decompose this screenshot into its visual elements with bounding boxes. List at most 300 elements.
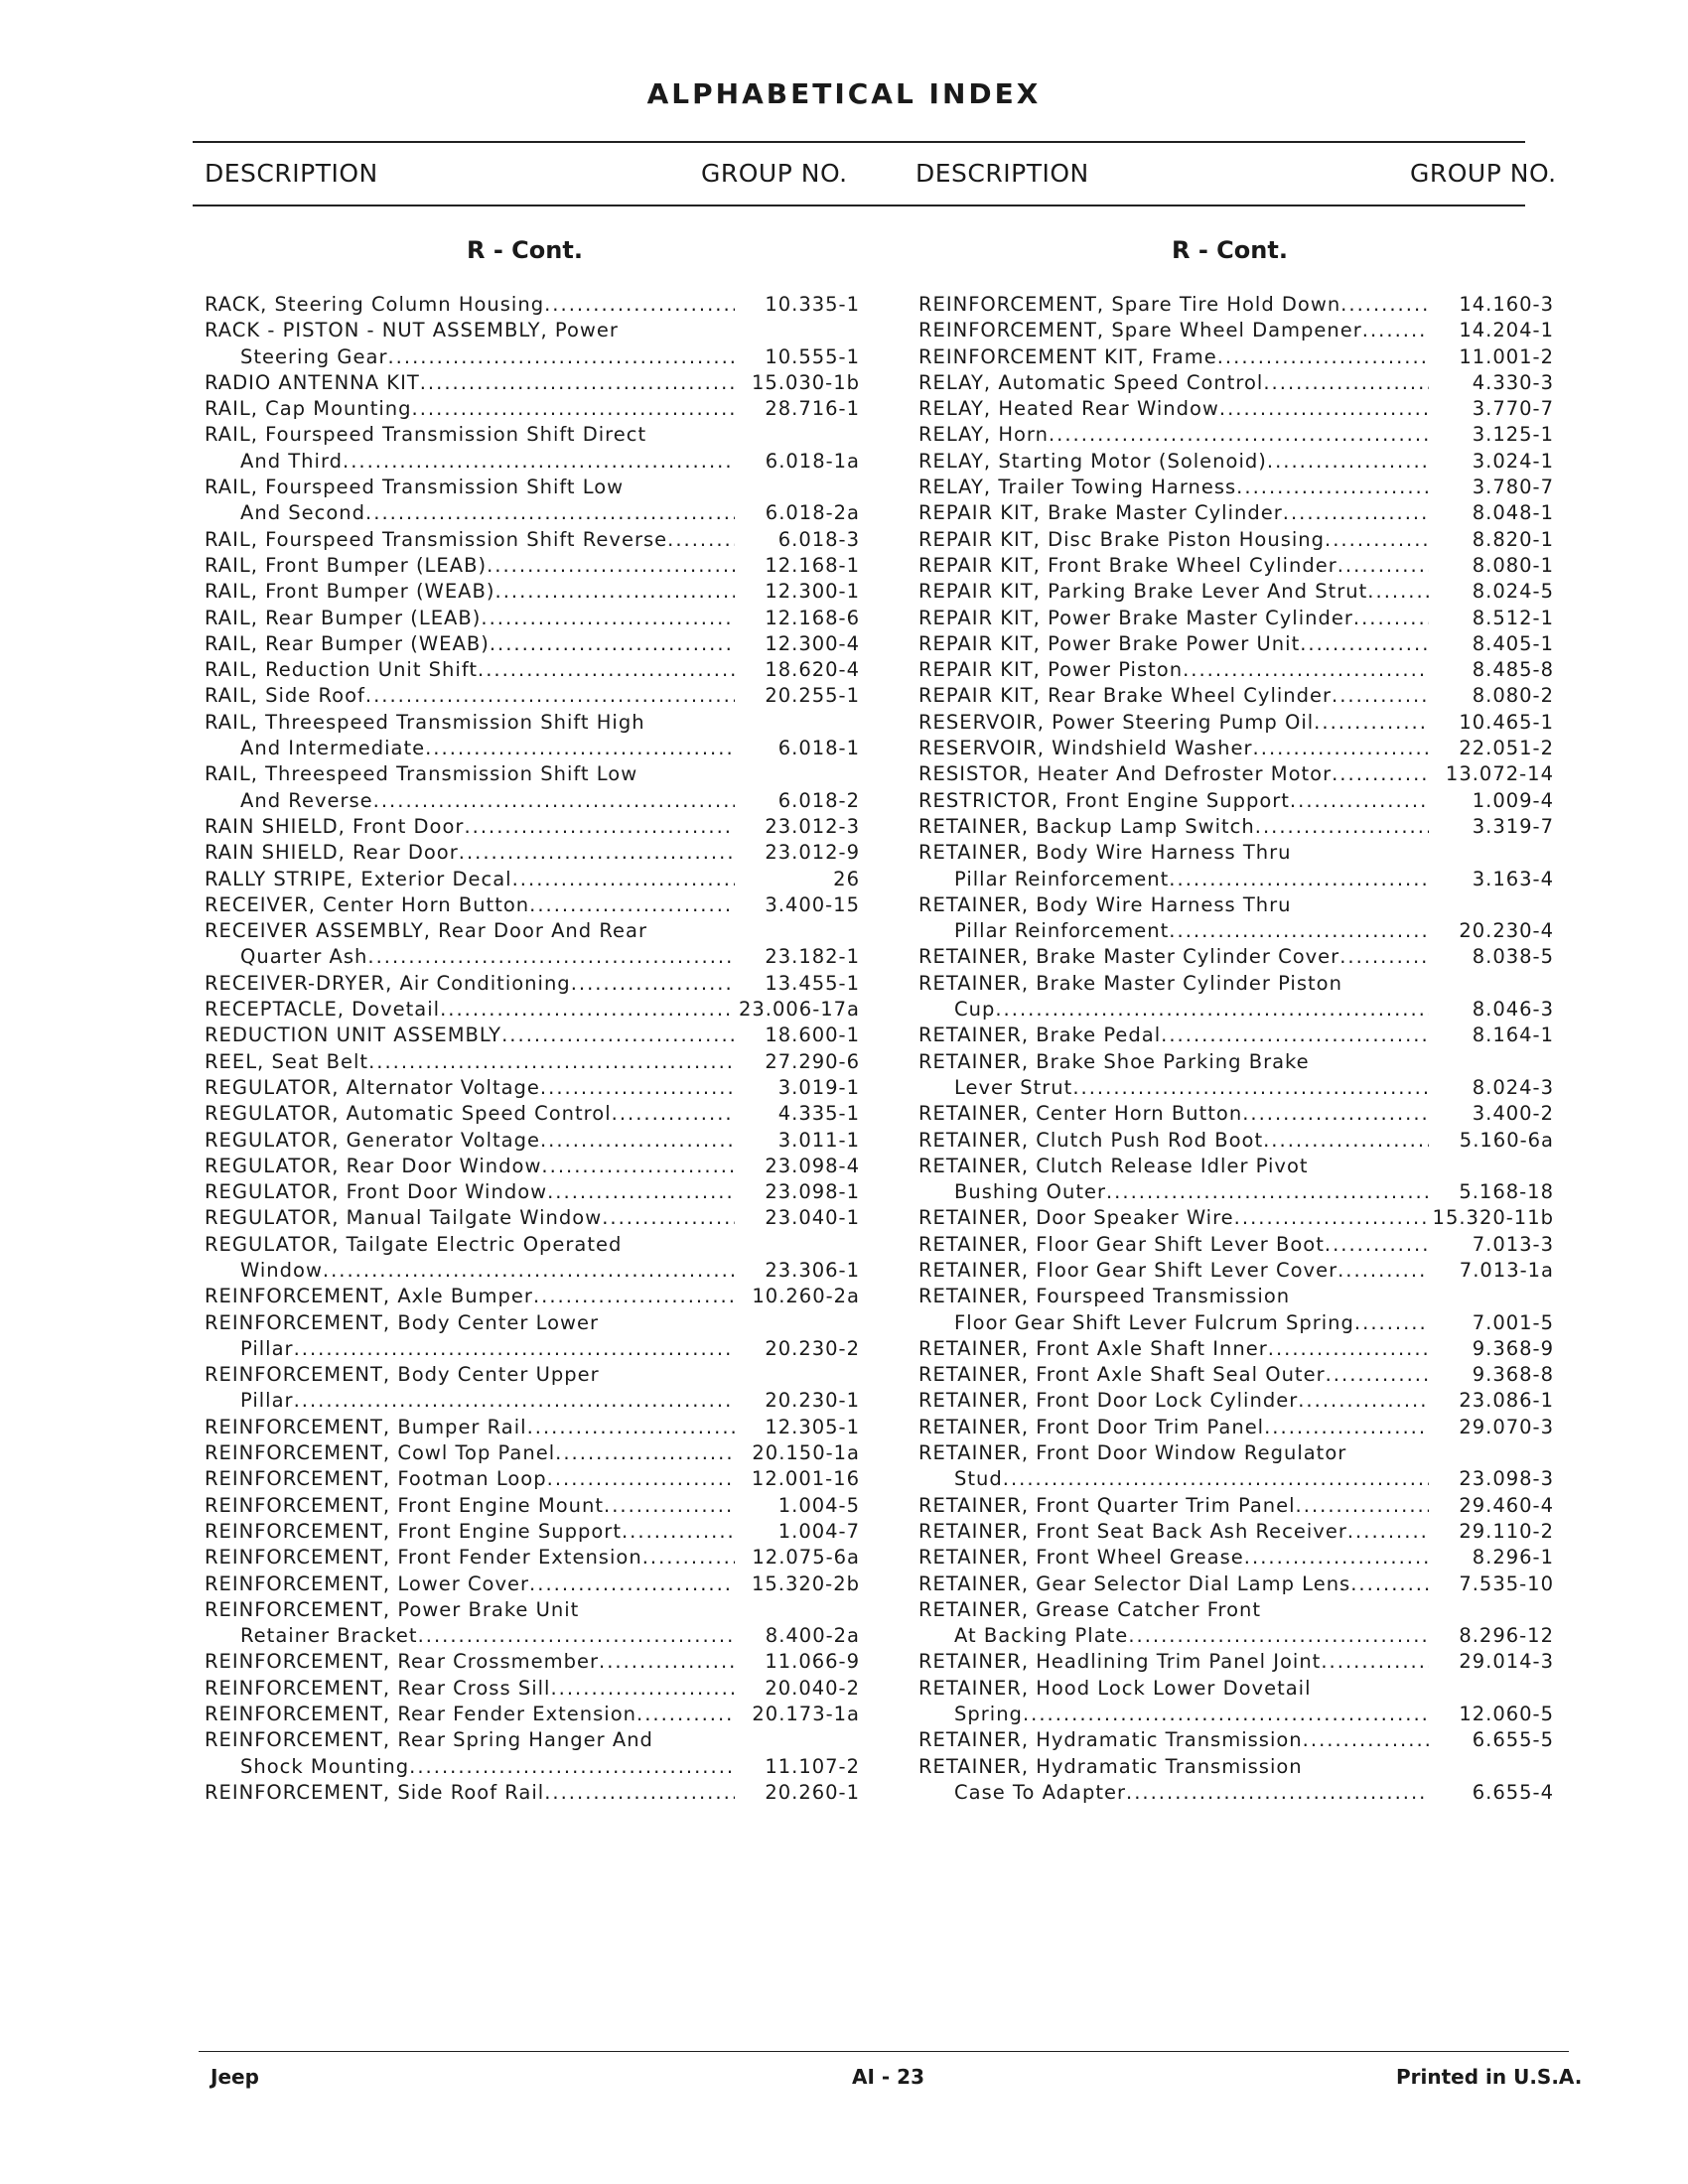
index-entry bbox=[205, 475, 860, 500]
entry-group-number: 6.018-1 bbox=[777, 737, 860, 760]
left-index-column bbox=[205, 292, 860, 1806]
index-entry bbox=[918, 1284, 1554, 1309]
index-entry bbox=[918, 1676, 1554, 1702]
entry-description: At Backing Plate bbox=[954, 1624, 1129, 1648]
index-entry bbox=[205, 1780, 860, 1806]
leader-dots bbox=[1332, 761, 1429, 787]
entry-description: RESERVOIR, Power Steering Pump Oil bbox=[918, 710, 1315, 734]
leader-dots bbox=[464, 814, 735, 840]
leader-dots bbox=[409, 1754, 735, 1780]
entry-group-number: 12.300-1 bbox=[765, 580, 860, 604]
leader-dots bbox=[1126, 1780, 1429, 1806]
entry-group-number: 20.173-1a bbox=[752, 1703, 860, 1726]
entry-group-number: 8.024-3 bbox=[1472, 1075, 1554, 1099]
index-entry bbox=[918, 1205, 1554, 1231]
index-entry bbox=[918, 1336, 1554, 1362]
entry-group-number: 3.400-2 bbox=[1472, 1102, 1554, 1126]
entry-description: RELAY, Heated Rear Window bbox=[918, 397, 1219, 421]
entry-description: RETAINER, Brake Pedal bbox=[918, 1024, 1162, 1047]
index-entry bbox=[918, 1049, 1554, 1075]
index-entry bbox=[918, 1154, 1554, 1179]
entry-description: And Intermediate bbox=[240, 737, 426, 760]
leader-dots bbox=[544, 292, 735, 318]
entry-description: RACK, Steering Column Housing bbox=[205, 293, 545, 316]
index-entry bbox=[205, 1649, 860, 1675]
index-entry bbox=[918, 370, 1554, 396]
leader-dots bbox=[495, 579, 736, 605]
leader-dots bbox=[1183, 657, 1429, 683]
header-bottom-rule bbox=[193, 205, 1525, 206]
leader-dots bbox=[1264, 1415, 1429, 1440]
entry-description: REINFORCEMENT, Power Brake Unit bbox=[205, 1597, 580, 1621]
index-entry bbox=[205, 971, 860, 997]
entry-description: Floor Gear Shift Lever Fulcrum Spring bbox=[954, 1310, 1354, 1334]
leader-dots bbox=[612, 1101, 735, 1127]
entry-description: Lever Strut bbox=[954, 1075, 1073, 1099]
entry-group-number: 11.107-2 bbox=[765, 1754, 860, 1778]
entry-description: Pillar bbox=[240, 1389, 294, 1413]
entry-group-number: 29.460-4 bbox=[1459, 1493, 1554, 1517]
entry-description: RETAINER, Front Door Lock Cylinder bbox=[918, 1389, 1299, 1413]
index-entry bbox=[918, 1597, 1554, 1623]
entry-group-number: 23.098-3 bbox=[1459, 1467, 1554, 1491]
index-entry bbox=[205, 1597, 860, 1623]
leader-dots bbox=[571, 971, 735, 997]
index-entry bbox=[205, 1179, 860, 1205]
entry-description: RAIL, Threespeed Transmission Shift High bbox=[205, 710, 645, 734]
entry-description: REGULATOR, Manual Tailgate Window bbox=[205, 1206, 603, 1230]
index-entry bbox=[918, 1519, 1554, 1545]
entry-description: RESTRICTOR, Front Engine Support bbox=[918, 788, 1290, 812]
index-entry bbox=[205, 1754, 860, 1780]
entry-description: RAIN SHIELD, Front Door bbox=[205, 814, 465, 838]
index-entry bbox=[918, 788, 1554, 814]
entry-description: RETAINER, Center Horn Button bbox=[918, 1102, 1243, 1126]
entry-group-number: 8.048-1 bbox=[1472, 501, 1554, 525]
entry-description: Pillar bbox=[240, 1336, 294, 1360]
entry-description: REGULATOR, Tailgate Electric Operated bbox=[205, 1232, 623, 1256]
entry-group-number: 18.600-1 bbox=[765, 1024, 860, 1047]
index-entry bbox=[918, 527, 1554, 553]
index-entry bbox=[205, 1284, 860, 1309]
entry-description: REGULATOR, Front Door Window bbox=[205, 1180, 548, 1204]
leader-dots bbox=[1106, 1179, 1429, 1205]
entry-group-number: 4.335-1 bbox=[777, 1102, 860, 1126]
entry-group-number: 3.019-1 bbox=[777, 1075, 860, 1099]
index-entry bbox=[918, 344, 1554, 370]
index-entry bbox=[205, 1205, 860, 1231]
index-entry bbox=[205, 867, 860, 892]
entry-group-number: 14.204-1 bbox=[1459, 319, 1554, 342]
index-entry bbox=[918, 918, 1554, 944]
entry-description: RETAINER, Clutch Push Rod Boot bbox=[918, 1128, 1264, 1152]
entry-description: RETAINER, Brake Master Cylinder Piston bbox=[918, 971, 1342, 995]
entry-description: RETAINER, Body Wire Harness Thru bbox=[918, 892, 1292, 916]
entry-group-number: 8.296-1 bbox=[1472, 1546, 1554, 1570]
leader-dots bbox=[373, 788, 735, 814]
index-entry bbox=[918, 422, 1554, 448]
entry-description: REINFORCEMENT, Front Engine Mount bbox=[205, 1493, 604, 1517]
header-top-rule bbox=[193, 141, 1525, 143]
entry-description: RECEIVER-DRYER, Air Conditioning bbox=[205, 971, 571, 995]
leader-dots bbox=[529, 892, 735, 918]
entry-description: REINFORCEMENT, Axle Bumper bbox=[205, 1285, 533, 1308]
index-entry bbox=[205, 1128, 860, 1154]
index-entry bbox=[918, 1649, 1554, 1675]
entry-group-number: 23.306-1 bbox=[765, 1258, 860, 1282]
index-entry bbox=[918, 1101, 1554, 1127]
entry-description: REPAIR KIT, Disc Brake Piston Housing bbox=[918, 527, 1326, 551]
entry-group-number: 3.125-1 bbox=[1472, 423, 1554, 447]
entry-group-number: 29.070-3 bbox=[1459, 1415, 1554, 1438]
entry-description: REGULATOR, Automatic Speed Control bbox=[205, 1102, 612, 1126]
entry-description: REINFORCEMENT, Rear Cross Sill bbox=[205, 1676, 551, 1700]
index-entry bbox=[205, 840, 860, 866]
entry-group-number: 6.018-1a bbox=[765, 449, 860, 473]
entry-group-number: 3.780-7 bbox=[1472, 476, 1554, 499]
entry-group-number: 12.305-1 bbox=[765, 1415, 860, 1438]
leader-dots bbox=[599, 1649, 735, 1675]
entry-group-number: 10.335-1 bbox=[765, 293, 860, 316]
index-entry bbox=[205, 1415, 860, 1440]
entry-description: RAIL, Fourspeed Transmission Shift Low bbox=[205, 476, 625, 499]
index-entry bbox=[918, 606, 1554, 631]
leader-dots bbox=[1003, 1466, 1429, 1492]
leader-dots bbox=[1234, 1205, 1427, 1231]
leader-dots bbox=[529, 1571, 735, 1597]
right-index-column bbox=[918, 292, 1554, 1806]
entry-group-number: 23.006-17a bbox=[738, 998, 860, 1022]
entry-group-number: 8.080-2 bbox=[1472, 684, 1554, 708]
entry-description: RETAINER, Front Door Window Regulator bbox=[918, 1441, 1347, 1465]
entry-group-number: 12.300-4 bbox=[765, 631, 860, 655]
index-entry bbox=[918, 761, 1554, 787]
entry-description: RAIL, Cap Mounting bbox=[205, 397, 412, 421]
leader-dots bbox=[1263, 1128, 1429, 1154]
leader-dots bbox=[1339, 944, 1429, 970]
entry-description: Pillar Reinforcement bbox=[954, 919, 1170, 943]
index-entry bbox=[918, 1754, 1554, 1780]
entry-group-number: 12.168-6 bbox=[765, 606, 860, 629]
entry-description: REPAIR KIT, Parking Brake Lever And Strut bbox=[918, 580, 1368, 604]
entry-description: REINFORCEMENT, Rear Spring Hanger And bbox=[205, 1728, 653, 1752]
leader-dots bbox=[1023, 1702, 1429, 1727]
index-entry bbox=[918, 683, 1554, 709]
leader-dots bbox=[1367, 579, 1429, 605]
entry-description: RETAINER, Hood Lock Lower Dovetail bbox=[918, 1676, 1312, 1700]
entry-group-number: 8.080-1 bbox=[1472, 553, 1554, 577]
entry-group-number: 22.051-2 bbox=[1459, 737, 1554, 760]
entry-description: RETAINER, Front Axle Shaft Seal Outer bbox=[918, 1363, 1326, 1387]
index-entry bbox=[205, 736, 860, 761]
entry-description: RETAINER, Floor Gear Shift Lever Boot bbox=[918, 1232, 1325, 1256]
entry-description: RETAINER, Door Speaker Wire bbox=[918, 1206, 1234, 1230]
footer-rule bbox=[199, 2051, 1569, 2052]
entry-group-number: 3.163-4 bbox=[1472, 867, 1554, 890]
entry-group-number: 12.168-1 bbox=[765, 553, 860, 577]
leader-dots bbox=[1255, 814, 1429, 840]
leader-dots bbox=[512, 867, 735, 892]
entry-group-number: 15.320-11b bbox=[1432, 1206, 1554, 1230]
entry-description: RETAINER, Brake Shoe Parking Brake bbox=[918, 1049, 1310, 1073]
leader-dots bbox=[547, 1179, 735, 1205]
index-entry bbox=[918, 1702, 1554, 1727]
entry-group-number: 23.182-1 bbox=[765, 945, 860, 969]
leader-dots bbox=[481, 606, 735, 631]
leader-dots bbox=[1326, 1362, 1429, 1388]
index-entry bbox=[918, 997, 1554, 1023]
entry-group-number: 1.009-4 bbox=[1472, 788, 1554, 812]
entry-description: RALLY STRIPE, Exterior Decal bbox=[205, 867, 512, 890]
entry-description: RETAINER, Backup Lamp Switch bbox=[918, 814, 1255, 838]
index-entry bbox=[205, 1676, 860, 1702]
left-description-header: DESCRIPTION bbox=[205, 159, 378, 188]
entry-description: RAIL, Front Bumper (WEAB) bbox=[205, 580, 495, 604]
entry-group-number: 20.255-1 bbox=[765, 684, 860, 708]
index-entry bbox=[205, 1336, 860, 1362]
entry-group-number: 23.098-1 bbox=[765, 1180, 860, 1204]
entry-description: Case To Adapter bbox=[954, 1780, 1127, 1804]
index-entry bbox=[205, 1075, 860, 1101]
leader-dots bbox=[1325, 1232, 1429, 1258]
entry-group-number: 6.018-3 bbox=[777, 527, 860, 551]
index-entry bbox=[918, 631, 1554, 657]
entry-group-number: 27.290-6 bbox=[765, 1049, 860, 1073]
entry-group-number: 20.230-1 bbox=[765, 1389, 860, 1413]
leader-dots bbox=[1263, 370, 1429, 396]
entry-description: REPAIR KIT, Power Brake Master Cylinder bbox=[918, 606, 1353, 629]
leader-dots bbox=[1290, 788, 1429, 814]
leader-dots bbox=[541, 1154, 735, 1179]
leader-dots bbox=[1350, 1571, 1429, 1597]
index-entry bbox=[918, 814, 1554, 840]
entry-description: Quarter Ash bbox=[240, 945, 368, 969]
leader-dots bbox=[365, 683, 735, 709]
index-entry bbox=[918, 867, 1554, 892]
index-entry bbox=[918, 944, 1554, 970]
entry-group-number: 10.260-2a bbox=[752, 1285, 860, 1308]
index-entry bbox=[205, 892, 860, 918]
leader-dots bbox=[418, 1623, 735, 1649]
entry-group-number: 8.400-2a bbox=[765, 1624, 860, 1648]
entry-description: REGULATOR, Rear Door Window bbox=[205, 1154, 542, 1177]
leader-dots bbox=[1325, 527, 1429, 553]
leader-dots bbox=[420, 370, 735, 396]
entry-group-number: 15.320-2b bbox=[751, 1571, 860, 1595]
index-entry bbox=[918, 318, 1554, 343]
entry-group-number: 29.110-2 bbox=[1459, 1519, 1554, 1543]
entry-description: RAIL, Threespeed Transmission Shift Low bbox=[205, 762, 638, 786]
leader-dots bbox=[1267, 449, 1429, 475]
entry-group-number: 28.716-1 bbox=[765, 397, 860, 421]
leader-dots bbox=[622, 1519, 735, 1545]
entry-description: RETAINER, Brake Master Cylinder Cover bbox=[918, 945, 1340, 969]
index-entry bbox=[205, 1519, 860, 1545]
leader-dots bbox=[540, 1075, 735, 1101]
index-entry bbox=[918, 1623, 1554, 1649]
index-entry bbox=[205, 396, 860, 422]
entry-description: Window bbox=[240, 1258, 323, 1282]
index-entry bbox=[205, 1362, 860, 1388]
index-entry bbox=[205, 1466, 860, 1492]
entry-description: REINFORCEMENT KIT, Frame bbox=[918, 344, 1217, 368]
leader-dots bbox=[547, 1466, 735, 1492]
entry-description: RECEIVER ASSEMBLY, Rear Door And Rear bbox=[205, 919, 648, 943]
index-entry bbox=[918, 710, 1554, 736]
entry-description: REINFORCEMENT, Spare Wheel Dampener bbox=[918, 319, 1362, 342]
entry-description: REINFORCEMENT, Front Fender Extension bbox=[205, 1546, 642, 1570]
leader-dots bbox=[487, 553, 735, 579]
entry-description: RETAINER, Clutch Release Idler Pivot bbox=[918, 1154, 1309, 1177]
index-entry bbox=[205, 1258, 860, 1284]
leader-dots bbox=[1362, 318, 1429, 343]
index-entry bbox=[205, 527, 860, 553]
entry-group-number: 6.655-5 bbox=[1472, 1728, 1554, 1752]
index-entry bbox=[205, 1049, 860, 1075]
left-group-header: GROUP NO. bbox=[701, 159, 848, 188]
leader-dots bbox=[294, 1388, 735, 1414]
leader-dots bbox=[1337, 1258, 1429, 1284]
leader-dots bbox=[368, 1049, 735, 1075]
entry-group-number: 14.160-3 bbox=[1459, 293, 1554, 316]
entry-description: RESISTOR, Heater And Defroster Motor bbox=[918, 762, 1333, 786]
index-entry bbox=[205, 1702, 860, 1727]
entry-description: REINFORCEMENT, Lower Cover bbox=[205, 1571, 530, 1595]
entry-description: And Second bbox=[240, 501, 366, 525]
index-entry bbox=[918, 736, 1554, 761]
index-entry bbox=[205, 1232, 860, 1258]
index-entry bbox=[918, 1075, 1554, 1101]
entry-group-number: 23.012-9 bbox=[765, 841, 860, 865]
entry-group-number: 20.230-2 bbox=[765, 1336, 860, 1360]
entry-group-number: 15.030-1b bbox=[751, 370, 860, 394]
index-entry bbox=[918, 1362, 1554, 1388]
index-entry bbox=[205, 997, 860, 1023]
entry-description: REPAIR KIT, Power Piston bbox=[918, 658, 1184, 682]
entry-group-number: 9.368-9 bbox=[1472, 1336, 1554, 1360]
entry-description: REEL, Seat Belt bbox=[205, 1049, 369, 1073]
entry-description: Retainer Bracket bbox=[240, 1624, 418, 1648]
index-entry bbox=[918, 1023, 1554, 1048]
entry-description: Steering Gear bbox=[240, 344, 388, 368]
entry-group-number: 5.168-18 bbox=[1459, 1180, 1554, 1204]
entry-description: RETAINER, Front Quarter Trim Panel bbox=[918, 1493, 1296, 1517]
index-entry bbox=[918, 1545, 1554, 1570]
entry-description: RAIL, Front Bumper (LEAB) bbox=[205, 553, 488, 577]
entry-group-number: 12.060-5 bbox=[1459, 1703, 1554, 1726]
index-entry bbox=[918, 579, 1554, 605]
entry-group-number: 8.046-3 bbox=[1472, 998, 1554, 1022]
entry-description: REINFORCEMENT, Side Roof Rail bbox=[205, 1780, 545, 1804]
entry-group-number: 10.465-1 bbox=[1459, 710, 1554, 734]
entry-group-number: 8.024-5 bbox=[1472, 580, 1554, 604]
entry-group-number: 18.620-4 bbox=[765, 658, 860, 682]
leader-dots bbox=[1268, 1336, 1429, 1362]
leader-dots bbox=[294, 1336, 735, 1362]
index-entry bbox=[918, 1571, 1554, 1597]
leader-dots bbox=[540, 1128, 735, 1154]
leader-dots bbox=[527, 1415, 735, 1440]
leader-dots bbox=[1217, 344, 1429, 370]
index-entry bbox=[205, 788, 860, 814]
entry-description: REPAIR KIT, Brake Master Cylinder bbox=[918, 501, 1283, 525]
entry-group-number: 1.004-5 bbox=[777, 1493, 860, 1517]
index-entry bbox=[205, 553, 860, 579]
index-entry bbox=[205, 1727, 860, 1753]
index-entry bbox=[205, 1440, 860, 1466]
leader-dots bbox=[1353, 606, 1429, 631]
leader-dots bbox=[1161, 1023, 1429, 1048]
entry-description: RETAINER, Gear Selector Dial Lamp Lens bbox=[918, 1571, 1351, 1595]
right-description-header: DESCRIPTION bbox=[915, 159, 1089, 188]
entry-description: REGULATOR, Alternator Voltage bbox=[205, 1075, 540, 1099]
footer-brand: Jeep bbox=[211, 2065, 259, 2089]
leader-dots bbox=[604, 1493, 735, 1519]
index-entry bbox=[205, 500, 860, 526]
entry-group-number: 8.164-1 bbox=[1472, 1024, 1554, 1047]
leader-dots bbox=[1332, 683, 1429, 709]
index-entry bbox=[205, 1154, 860, 1179]
index-entry bbox=[918, 892, 1554, 918]
leader-dots bbox=[667, 527, 735, 553]
entry-description: RETAINER, Front Seat Back Ash Receiver bbox=[918, 1519, 1347, 1543]
entry-description: REINFORCEMENT, Body Center Upper bbox=[205, 1363, 600, 1387]
leader-dots bbox=[501, 1023, 735, 1048]
entry-group-number: 11.001-2 bbox=[1459, 344, 1554, 368]
entry-description: And Reverse bbox=[240, 788, 373, 812]
entry-description: REINFORCEMENT, Bumper Rail bbox=[205, 1415, 527, 1438]
leader-dots bbox=[555, 1440, 735, 1466]
entry-description: Spring bbox=[954, 1703, 1023, 1726]
index-entry bbox=[205, 344, 860, 370]
index-entry bbox=[205, 1388, 860, 1414]
entry-group-number: 8.038-5 bbox=[1472, 945, 1554, 969]
entry-description: RELAY, Trailer Towing Harness bbox=[918, 476, 1237, 499]
entry-group-number: 23.040-1 bbox=[765, 1206, 860, 1230]
index-entry bbox=[918, 1128, 1554, 1154]
entry-description: RELAY, Horn bbox=[918, 423, 1049, 447]
leader-dots bbox=[533, 1284, 735, 1309]
entry-description: RAIN SHIELD, Rear Door bbox=[205, 841, 459, 865]
entry-description: Stud bbox=[954, 1467, 1003, 1491]
entry-group-number: 5.160-6a bbox=[1459, 1128, 1554, 1152]
entry-group-number: 7.001-5 bbox=[1472, 1310, 1554, 1334]
index-entry bbox=[205, 1493, 860, 1519]
entry-group-number: 1.004-7 bbox=[777, 1519, 860, 1543]
entry-group-number: 20.040-2 bbox=[765, 1676, 860, 1700]
entry-group-number: 23.098-4 bbox=[765, 1154, 860, 1177]
index-entry bbox=[205, 1310, 860, 1336]
entry-description: RELAY, Starting Motor (Solenoid) bbox=[918, 449, 1267, 473]
leader-dots bbox=[1296, 1493, 1429, 1519]
index-entry bbox=[205, 918, 860, 944]
leader-dots bbox=[1303, 1727, 1429, 1753]
entry-description: REINFORCEMENT, Spare Tire Hold Down bbox=[918, 293, 1341, 316]
entry-group-number: 3.319-7 bbox=[1472, 814, 1554, 838]
leader-dots bbox=[1253, 736, 1429, 761]
leader-dots bbox=[323, 1258, 735, 1284]
index-entry bbox=[205, 710, 860, 736]
entry-description: Pillar Reinforcement bbox=[954, 867, 1170, 890]
entry-description: RAIL, Rear Bumper (LEAB) bbox=[205, 606, 482, 629]
index-entry bbox=[205, 318, 860, 343]
entry-description: RETAINER, Fourspeed Transmission bbox=[918, 1285, 1291, 1308]
index-entry bbox=[205, 1545, 860, 1570]
entry-description: RETAINER, Hydramatic Transmission bbox=[918, 1754, 1303, 1778]
index-entry bbox=[205, 370, 860, 396]
entry-description: REINFORCEMENT, Cowl Top Panel bbox=[205, 1441, 556, 1465]
leader-dots bbox=[1340, 292, 1429, 318]
